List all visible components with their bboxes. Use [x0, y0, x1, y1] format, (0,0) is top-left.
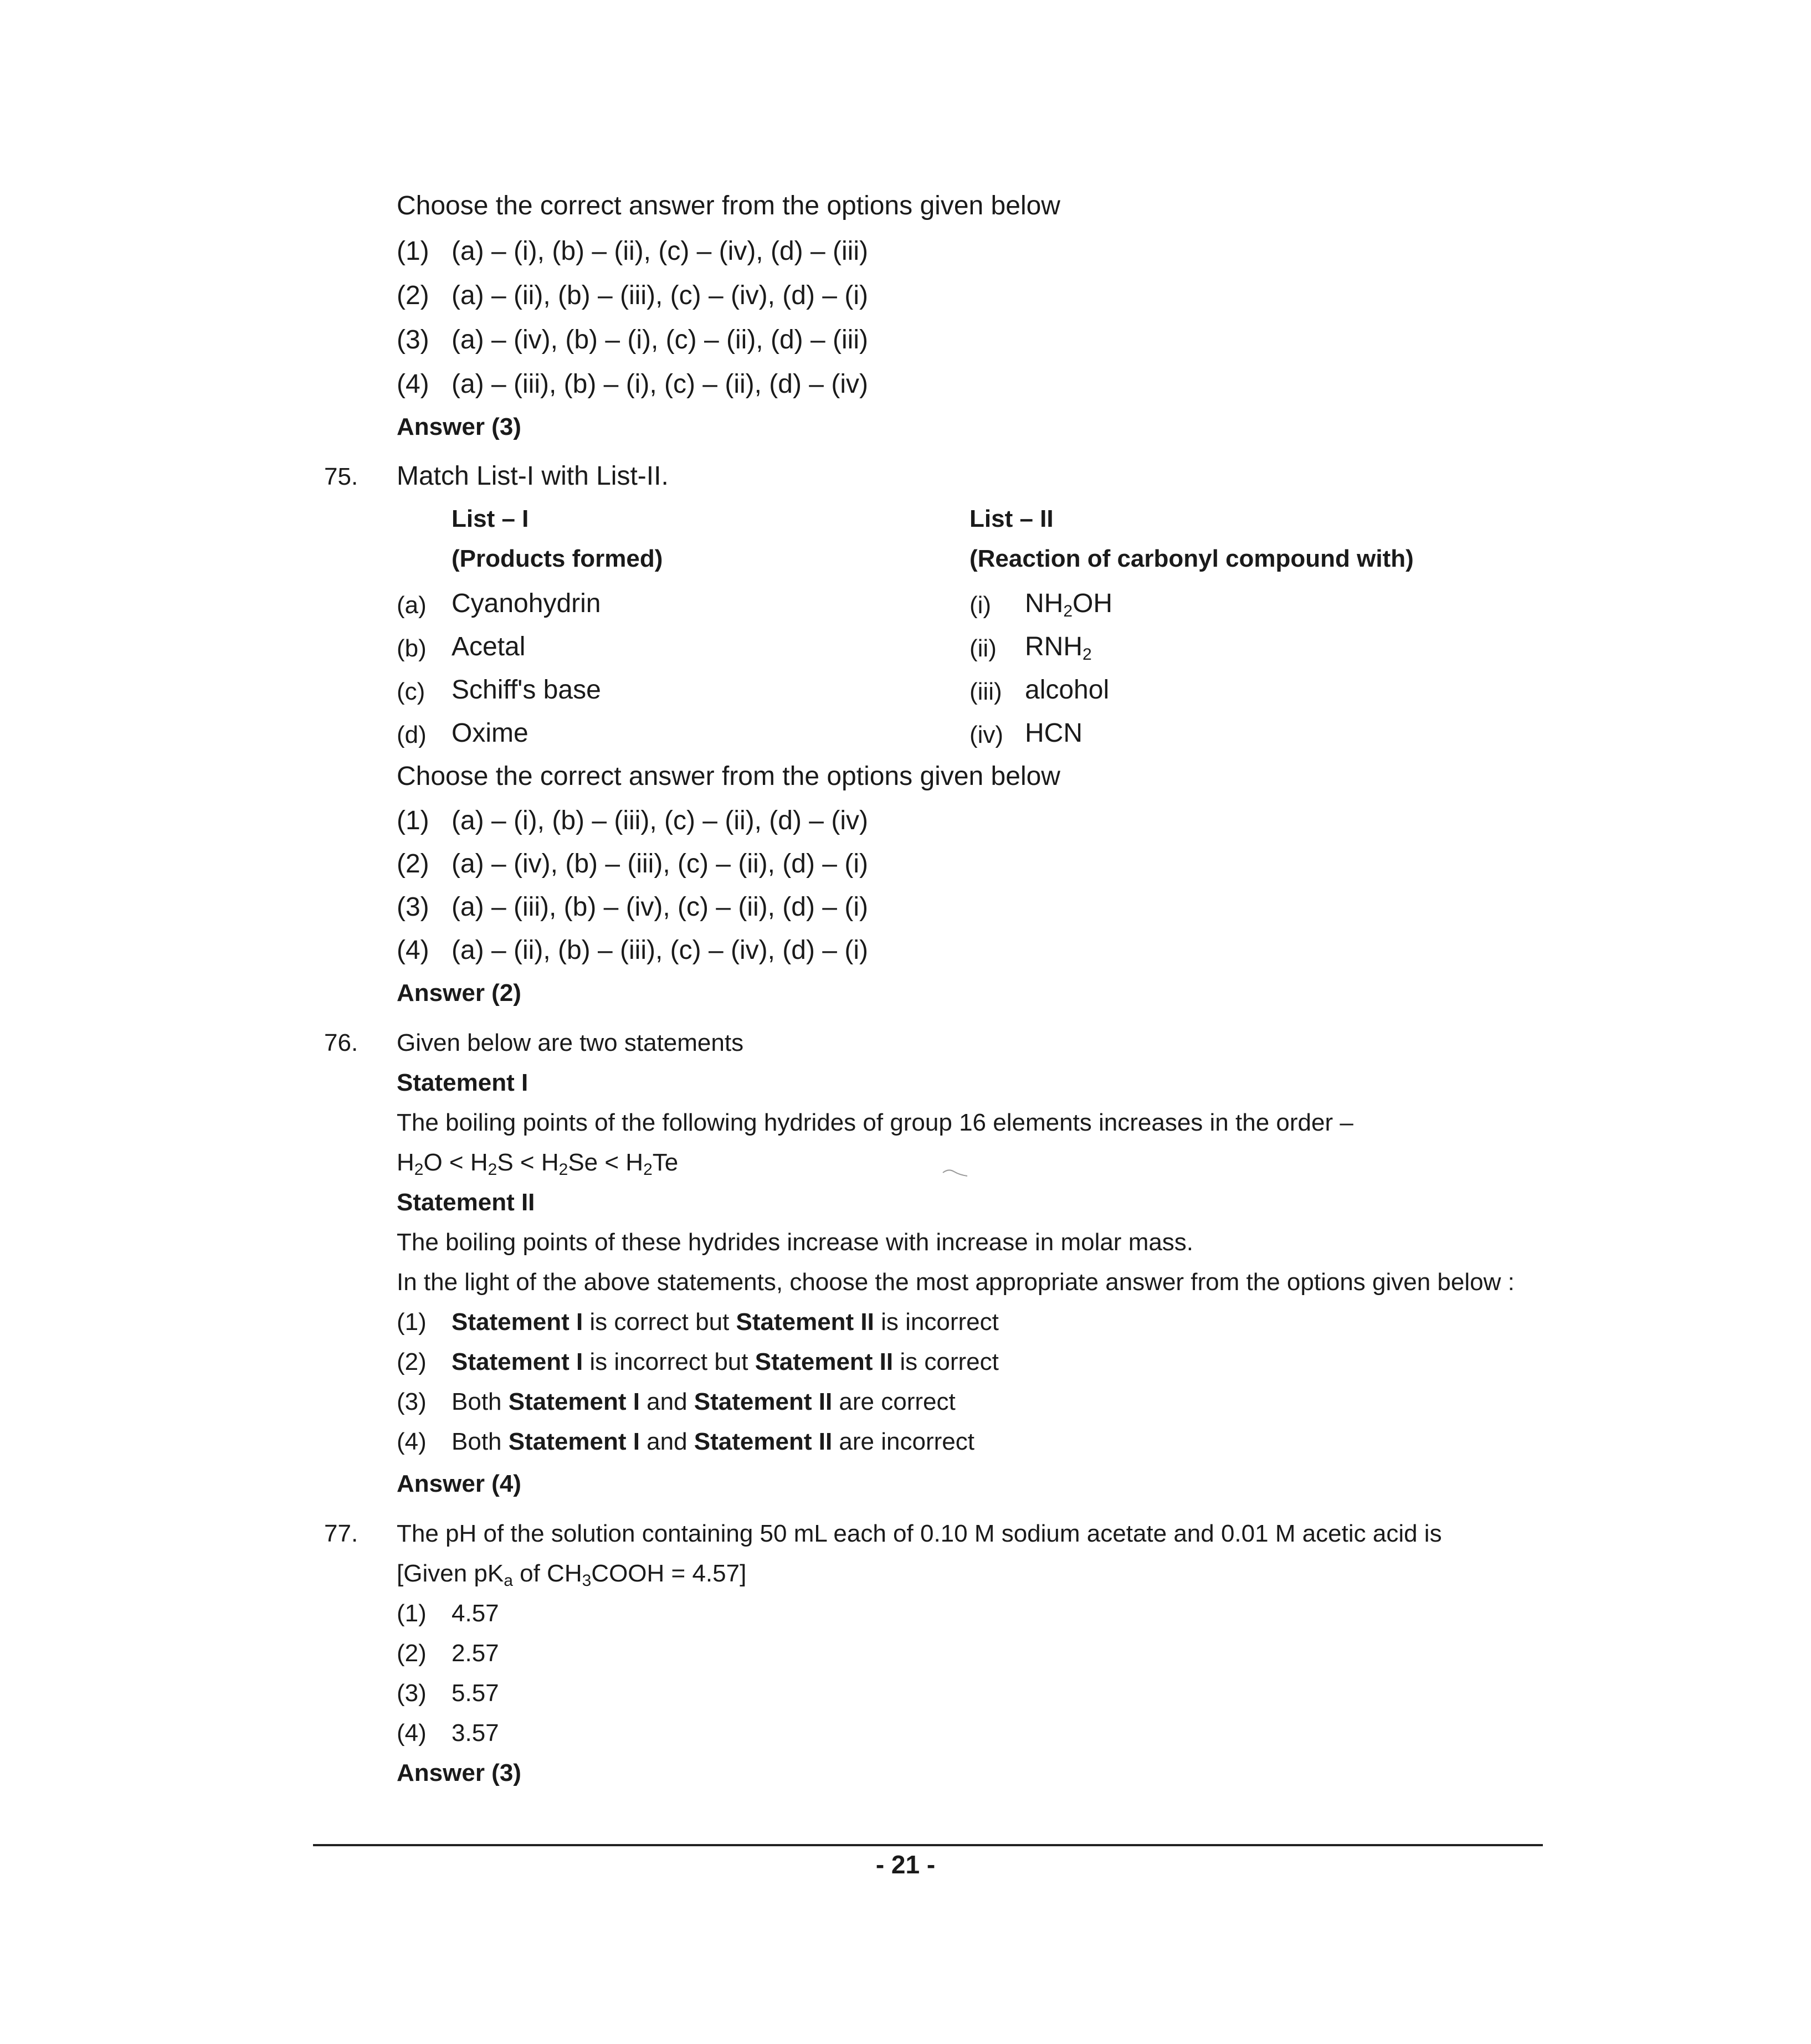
q75-option-2-text: (a) – (iv), (b) – (iii), (c) – (ii), (d) – (i)	[452, 849, 868, 879]
q77-option-4-text: 3.57	[452, 1719, 499, 1747]
list1-title: List – I	[452, 505, 529, 532]
statement-1-heading: Statement I	[397, 1069, 529, 1096]
q75-option-3-num: (3)	[397, 892, 429, 922]
scan-mark	[942, 1166, 969, 1178]
hydride-order-formula: $H_2O < H_2S < H_2Se < H_2Te$	[397, 1149, 679, 1179]
page-number: - 21 -	[875, 1850, 936, 1879]
q77-option-3-num: (3)	[397, 1680, 427, 1707]
list1-item-a: Cyanohydrin	[452, 589, 601, 618]
q74-option-3-text: (a) – (iv), (b) – (i), (c) – (ii), (d) – (iii)	[452, 325, 868, 355]
q75-option-1-text: (a) – (i), (b) – (iii), (c) – (ii), (d) – (iv)	[452, 806, 868, 835]
q75-option-4-text: (a) – (ii), (b) – (iii), (c) – (iv), (d) – (i)	[452, 936, 868, 965]
q76-option-1-text: Statement I is correct but Statement II is incorrect	[452, 1308, 999, 1336]
q74-prompt: Choose the correct answer from the options given below	[397, 191, 1060, 220]
q75-stem: Match List-I with List-II.	[397, 461, 669, 491]
q76-stem: Given below are two statements	[397, 1029, 744, 1056]
list1-item-b: Acetal	[452, 632, 526, 661]
list2-item-ii-num: (ii)	[969, 635, 997, 662]
list1-subtitle: (Products formed)	[452, 545, 663, 572]
q77-option-1-num: (1)	[397, 1600, 427, 1627]
q74-option-1-text: (a) – (i), (b) – (ii), (c) – (iv), (d) – (iii)	[452, 237, 868, 266]
q76-option-2-text: Statement I is incorrect but Statement II is correct	[452, 1348, 999, 1375]
list2-title: List – II	[969, 505, 1054, 532]
list1-item-d: Oxime	[452, 718, 529, 748]
q76-answer: Answer (4)	[397, 1470, 521, 1497]
q76-instruction: In the light of the above statements, choose the most appropriate answer from the options given below :	[397, 1268, 1515, 1296]
q76-option-4-text: Both Statement I and Statement II are incorrect	[452, 1428, 974, 1455]
list1-item-d-num: (d)	[397, 721, 427, 748]
q76-option-4-num: (4)	[397, 1428, 427, 1455]
q77-option-1-text: 4.57	[452, 1600, 499, 1627]
q75-option-2-num: (2)	[397, 849, 429, 879]
q77-answer: Answer (3)	[397, 1759, 521, 1786]
q77-number: 77.	[324, 1520, 358, 1547]
list1-item-c: Schiff's base	[452, 675, 601, 705]
list2-item-iii-num: (iii)	[969, 678, 1002, 705]
list2-item-iv: HCN	[1025, 718, 1083, 748]
q74-answer: Answer (3)	[397, 413, 521, 440]
list1-item-a-num: (a)	[397, 592, 427, 619]
statement-2-text: The boiling points of these hydrides increase with increase in molar mass.	[397, 1229, 1194, 1256]
list2-item-iv-num: (iv)	[969, 721, 1004, 748]
q74-option-2-text: (a) – (ii), (b) – (iii), (c) – (iv), (d) – (i)	[452, 281, 868, 310]
list2-item-ii: $RNH_2$	[1025, 632, 1092, 664]
q75-option-3-text: (a) – (iii), (b) – (iv), (c) – (ii), (d) – (i)	[452, 892, 868, 922]
q75-option-4-num: (4)	[397, 936, 429, 965]
q76-option-3-num: (3)	[397, 1388, 427, 1415]
q75-option-1-num: (1)	[397, 806, 429, 835]
q77-stem: The pH of the solution containing 50 mL each of 0.10 M sodium acetate and 0.01 M acetic acid is	[397, 1520, 1442, 1547]
statement-1-text: The boiling points of the following hydrides of group 16 elements increases in the order –	[397, 1109, 1353, 1136]
q77-given: [Given $pK_a$ of $CH_3COOH = 4.57$]	[397, 1560, 747, 1590]
q77-option-2-text: 2.57	[452, 1640, 499, 1667]
list1-item-c-num: (c)	[397, 678, 425, 705]
q74-option-2-num: (2)	[397, 281, 429, 310]
footer-divider	[313, 1844, 1543, 1846]
list2-item-i-num: (i)	[969, 592, 992, 619]
q74-option-4-num: (4)	[397, 369, 429, 399]
q76-option-2-num: (2)	[397, 1348, 427, 1375]
list1-item-b-num: (b)	[397, 635, 427, 662]
q77-option-4-num: (4)	[397, 1719, 427, 1747]
statement-2-heading: Statement II	[397, 1189, 535, 1216]
q76-option-3-text: Both Statement I and Statement II are correct	[452, 1388, 956, 1415]
q77-option-3-text: 5.57	[452, 1680, 499, 1707]
list2-item-i: $NH_2OH$	[1025, 589, 1113, 620]
q74-option-4-text: (a) – (iii), (b) – (i), (c) – (ii), (d) – (iv)	[452, 369, 868, 399]
q76-option-1-num: (1)	[397, 1308, 427, 1336]
q75-number: 75.	[324, 463, 358, 490]
q75-answer: Answer (2)	[397, 979, 521, 1006]
q75-prompt: Choose the correct answer from the options given below	[397, 762, 1060, 791]
q77-option-2-num: (2)	[397, 1640, 427, 1667]
q74-option-1-num: (1)	[397, 237, 429, 266]
q74-option-3-num: (3)	[397, 325, 429, 355]
list2-item-iii: alcohol	[1025, 675, 1110, 705]
list2-subtitle: (Reaction of carbonyl compound with)	[969, 545, 1414, 572]
q76-number: 76.	[324, 1029, 358, 1056]
